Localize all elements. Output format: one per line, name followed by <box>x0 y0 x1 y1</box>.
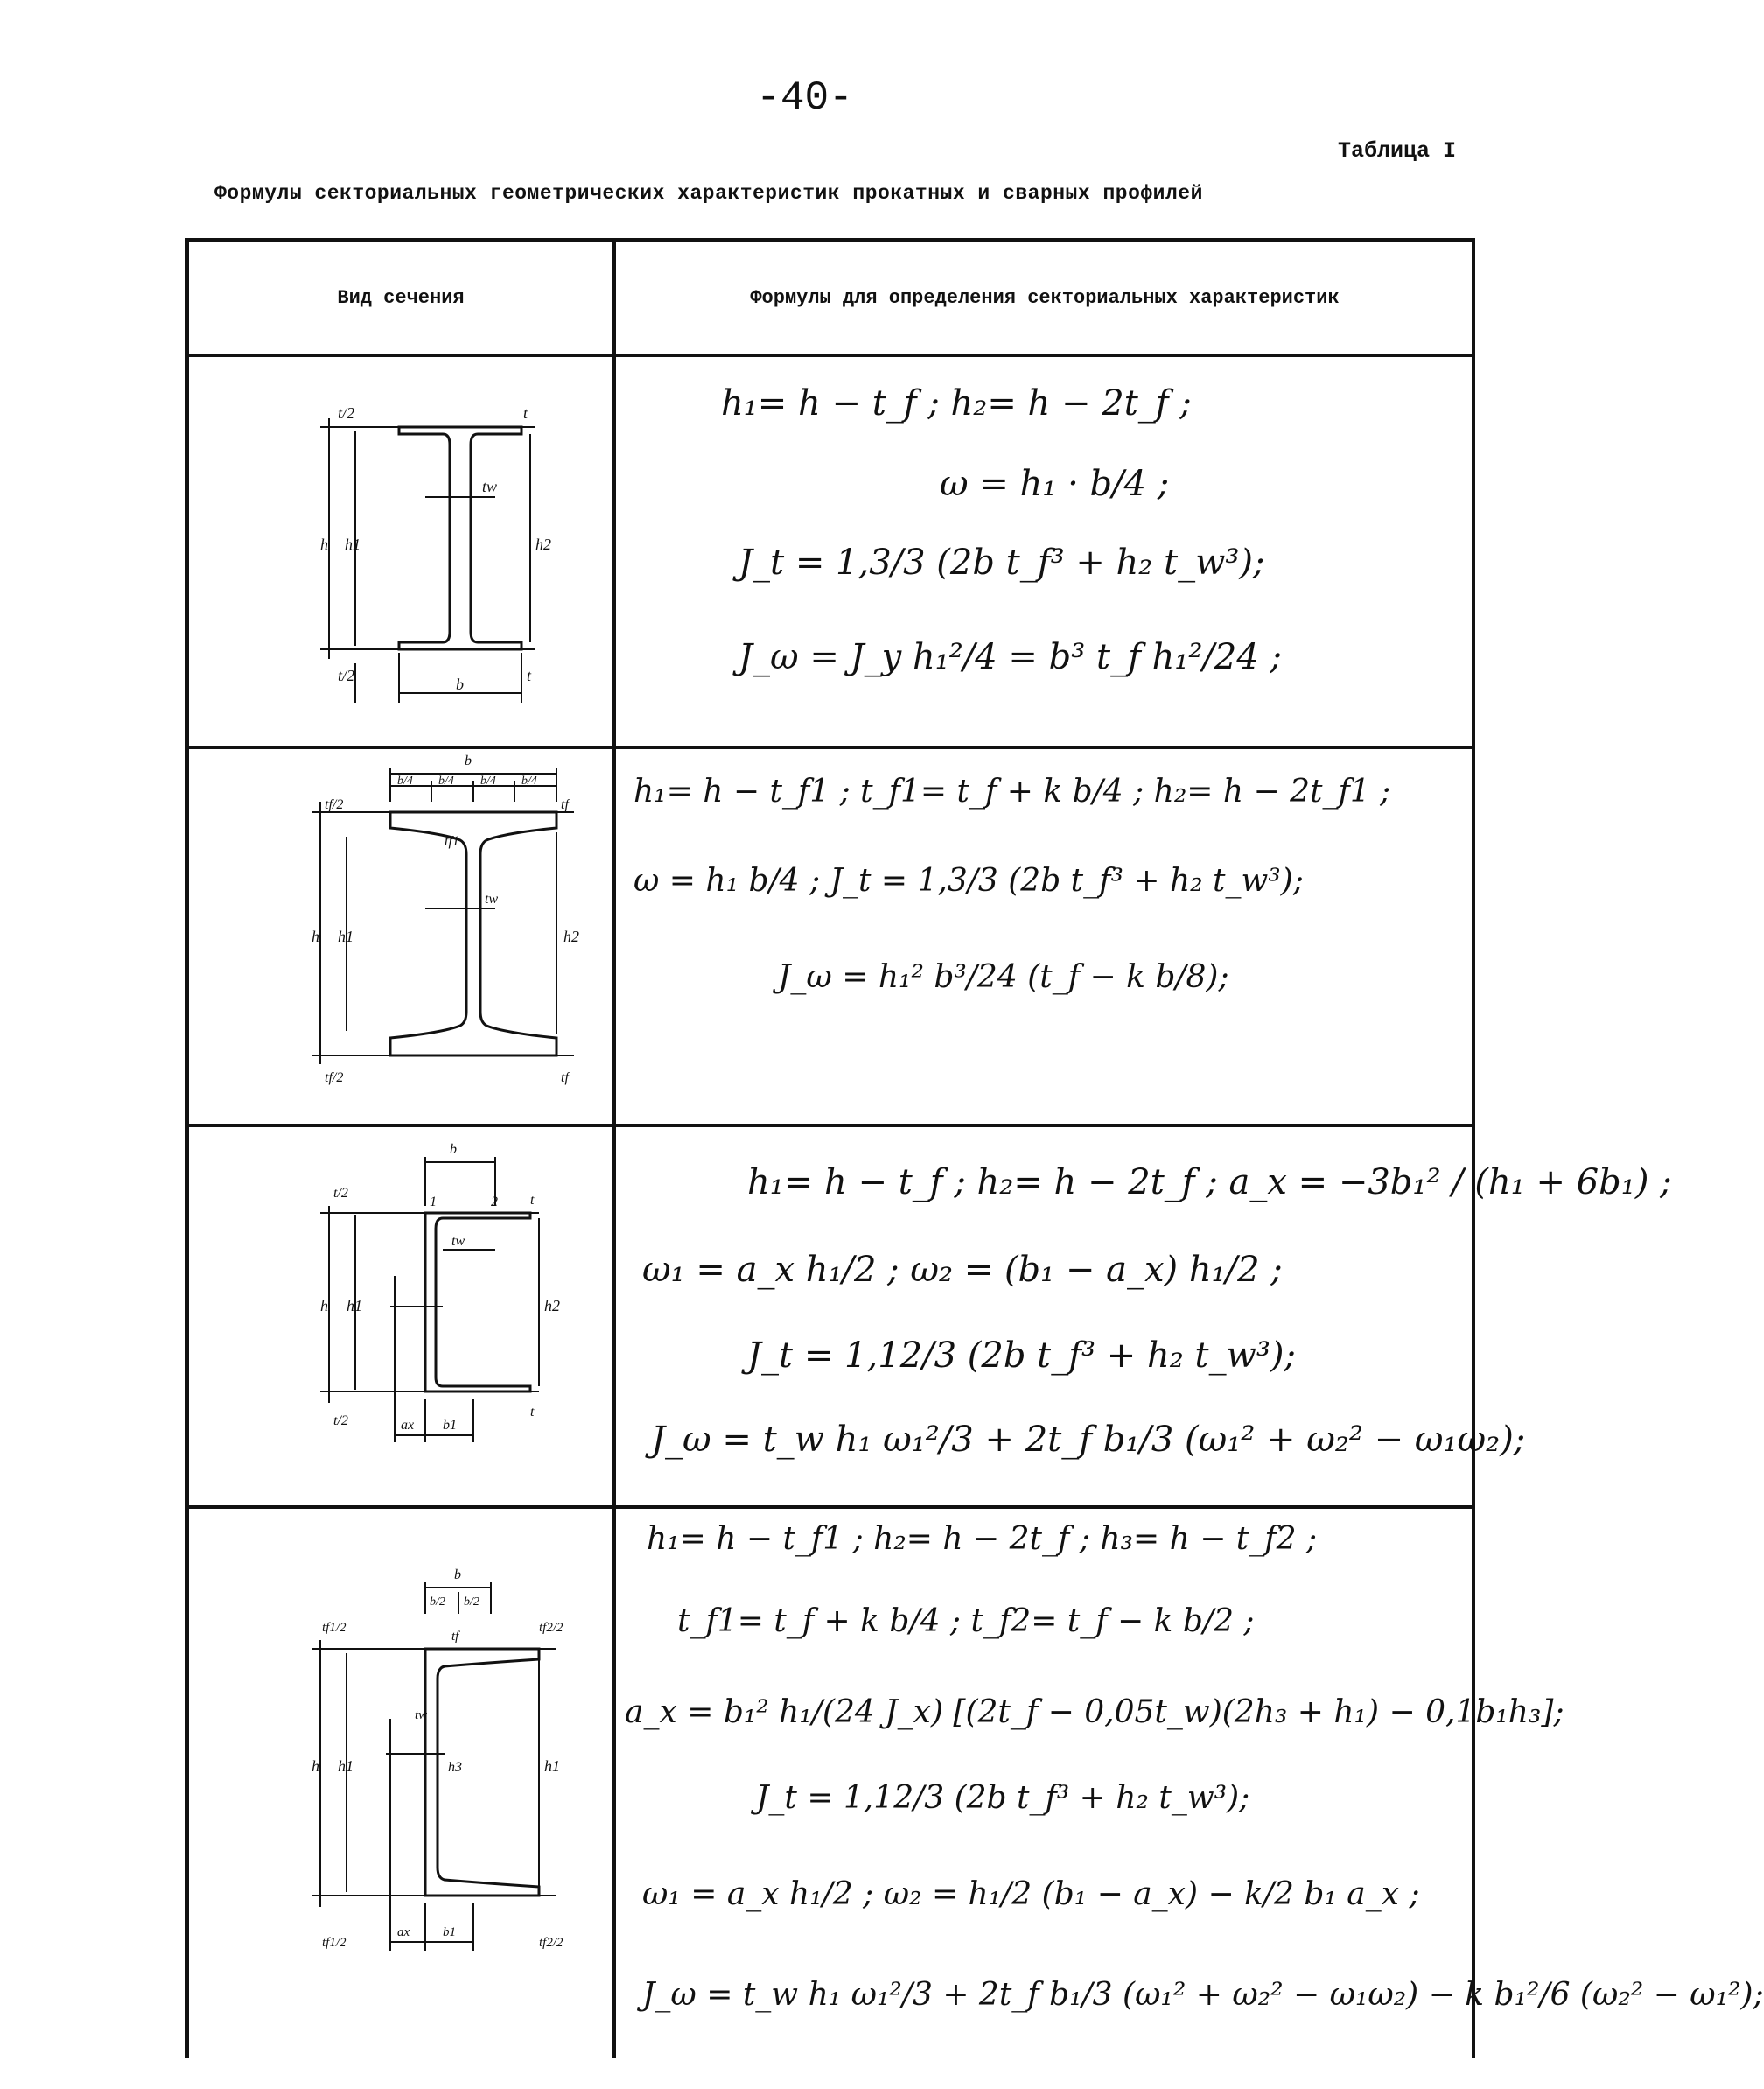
table-row <box>189 749 1472 1127</box>
table-row <box>189 357 1472 749</box>
dim-half: b/2 <box>430 1595 445 1609</box>
dim-bottom: t/2 <box>333 1413 348 1428</box>
section-drawing-i-beam <box>189 357 612 746</box>
dim-tf1: tf1 <box>444 834 459 849</box>
dim-bottom: tf1/2 <box>322 1936 346 1950</box>
table-row <box>189 1509 1764 2062</box>
dim-h1: h1 <box>338 1757 354 1775</box>
header-formulas: Формулы для определения секториальных характеристик <box>750 286 1340 309</box>
dim-bottom-right: t <box>530 1405 535 1420</box>
header-section-type: Вид сечения <box>337 286 465 309</box>
point-1: 1 <box>430 1195 437 1209</box>
dim-web: tw <box>482 478 498 495</box>
dim-width: b <box>465 754 472 768</box>
dim-bottom-right: t <box>527 667 532 684</box>
dim-h2: h2 <box>536 536 551 553</box>
formula-line: J_t = 1,12/3 (2b t_f³ + h₂ t_w³); <box>747 1335 1296 1376</box>
formula-table <box>186 238 1764 2058</box>
formula-line: ω₁ = a_x h₁/2 ; ω₂ = (b₁ − a_x) h₁/2 ; <box>642 1250 1283 1290</box>
dim-h1: h1 <box>338 928 354 945</box>
dim-ax: ax <box>397 1925 410 1939</box>
table-row <box>189 1127 1672 1509</box>
formula-line: ω₁ = a_x h₁/2 ; ω₂ = h₁/2 (b₁ − a_x) − k/2 b₁ a_x ; <box>642 1876 1420 1912</box>
dim-web: tw <box>485 892 499 907</box>
formula-line: ω = h₁ · b/4 ; <box>940 464 1170 504</box>
formula-cell <box>616 749 1474 1124</box>
formula-line: a_x = b₁² h₁/(24 J_x) [(2t_f − 0,05t_w)(2h₃ + h₁) − 0,1b₁h₃]; <box>625 1694 1564 1730</box>
dim-top-right: tf2/2 <box>539 1621 564 1635</box>
dim-web: tw <box>452 1234 466 1249</box>
dim-bottom-right: tf2/2 <box>539 1936 564 1950</box>
dim-h3: h3 <box>448 1760 462 1775</box>
dim-ax: ax <box>401 1418 415 1433</box>
dim-quarter: b/4 <box>397 775 413 788</box>
dim-h2: h2 <box>564 928 579 945</box>
formula-line: J_ω = h₁² b³/24 (t_f − k b/8); <box>778 959 1229 995</box>
dim-h2: h2 <box>544 1297 560 1314</box>
section-drawing-i-beam-sloped <box>189 749 612 1124</box>
table-header <box>189 242 1472 357</box>
dim-h1: h1 <box>346 1297 362 1314</box>
point-2: 2 <box>491 1195 498 1209</box>
formula-line: t_f1= t_f + k b/4 ; t_f2= t_f − k b/2 ; <box>677 1603 1255 1639</box>
dim-width: b <box>456 676 464 693</box>
dim-half: b/2 <box>464 1595 480 1609</box>
formula-line: J_ω = t_w h₁ ω₁²/3 + 2t_f b₁/3 (ω₁² + ω₂² − ω₁ω₂) − k b₁²/6 (ω₂² − ω₁²); <box>642 1977 1764 2013</box>
dim-bottom: tf/2 <box>325 1070 344 1085</box>
dim-quarter: b/4 <box>480 775 496 788</box>
dim-quarter: b/4 <box>522 775 537 788</box>
dim-bottom: t/2 <box>338 667 355 684</box>
dim-top-right: t <box>523 404 528 422</box>
dim-top: tf1/2 <box>322 1621 346 1635</box>
dim-width: b <box>454 1567 461 1582</box>
dim-b1: b1 <box>443 1925 456 1939</box>
dim-web: tw <box>415 1708 428 1722</box>
dim-h1: h1 <box>345 536 360 553</box>
formula-line: J_t = 1,12/3 (2b t_f³ + h₂ t_w³); <box>756 1780 1250 1816</box>
table-title: Формулы секториальных геометрических характеристик прокатных и сварных профилей <box>214 182 1203 205</box>
dim-b1: b1 <box>443 1418 457 1433</box>
dim-h: h <box>320 1297 328 1314</box>
formula-line: h₁= h − t_f ; h₂= h − 2t_f ; <box>721 383 1192 424</box>
formula-line: J_t = 1,3/3 (2b t_f³ + h₂ t_w³); <box>738 543 1265 583</box>
formula-cell <box>616 1127 1672 1505</box>
formula-line: h₁= h − t_f1 ; t_f1= t_f + k b/4 ; h₂= h − 2t_f1 ; <box>634 774 1391 810</box>
table-label: Таблица I <box>1337 138 1456 164</box>
formula-line: h₁= h − t_f1 ; h₂= h − 2t_f ; h₃= h − t_f2 ; <box>647 1521 1318 1557</box>
dim-h: h <box>312 1757 319 1775</box>
dim-bottom-right: tf <box>561 1070 569 1085</box>
dim-top: tf/2 <box>325 797 344 812</box>
dim-top-right: t <box>530 1193 535 1208</box>
dim-width: b <box>450 1142 457 1157</box>
dim-quarter: b/4 <box>438 775 454 788</box>
page-number: -40- <box>756 75 853 121</box>
formula-line: ω = h₁ b/4 ; J_t = 1,3/3 (2b t_f³ + h₂ t_w³); <box>634 863 1304 899</box>
dim-h1-right: h1 <box>544 1757 560 1775</box>
dim-h: h <box>312 928 319 945</box>
formula-line: J_ω = t_w h₁ ω₁²/3 + 2t_f b₁/3 (ω₁² + ω₂² − ω₁ω₂); <box>651 1420 1526 1460</box>
section-drawing-channel <box>189 1127 612 1505</box>
formula-cell <box>616 1509 1764 2062</box>
formula-line: h₁= h − t_f ; h₂= h − 2t_f ; a_x = −3b₁² / (h₁ + 6b₁) ; <box>747 1162 1672 1202</box>
formula-line: J_ω = J_y h₁²/4 = b³ t_f h₁²/24 ; <box>738 637 1282 677</box>
dim-h: h <box>320 536 328 553</box>
section-drawing-channel-sloped <box>189 1509 612 2062</box>
dim-top: t/2 <box>338 404 355 422</box>
dim-top-right: tf <box>561 797 569 812</box>
formula-cell <box>616 357 1474 746</box>
dim-top: t/2 <box>333 1186 348 1201</box>
dim-tf: tf <box>452 1630 459 1644</box>
